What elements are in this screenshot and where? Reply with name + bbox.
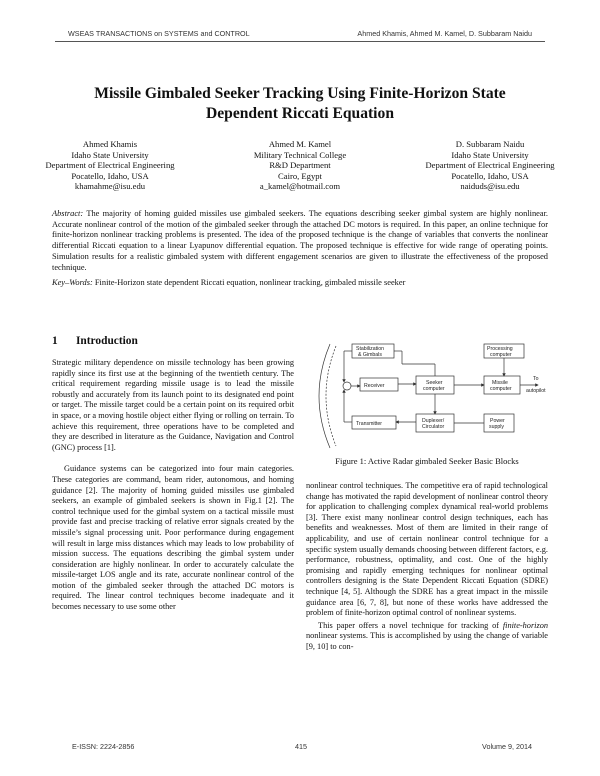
section-number: 1 bbox=[52, 335, 58, 347]
label-seeker-computer: computer bbox=[423, 386, 445, 392]
title-line-2: Dependent Riccati Equation bbox=[205, 105, 394, 122]
author-3 bbox=[395, 139, 585, 192]
author-department: Department of Electrical Engineering bbox=[425, 160, 555, 171]
running-header-authors: Ahmed Khamis, Ahmed M. Kamel, D. Subbaram Naidu bbox=[357, 29, 532, 38]
label-power-supply: supply bbox=[489, 424, 504, 430]
label-transmitter: Transmitter bbox=[356, 421, 383, 427]
section-heading bbox=[52, 335, 138, 347]
block-diagram bbox=[306, 342, 550, 450]
paragraph-4-emphasis: finite-horizon bbox=[502, 620, 548, 630]
intro-paragraph-3: nonlinear control techniques. The competitive era of rapid technological change has motivated the rapid development of nonlinear control theory for application to challenging complex dynamical real-world problems [3]. There exist many nonlinear control design techniques, each has benefits and weaknesses. Most of them are limited in their range of applicability, and use of certain nonlinear control technique for a specific system usually demands choosing between different factors, e.g. performance, robustness, optimality, and cost. One of the highly promising and rapidly emerging techniques for nonlinear optimal controllers designing is the State Dependent Riccati Equation (SDRE) technique [4, 5]. Although the SDRE has a great impact in the missile guidance area [6, 7, 8], but none of these works have addressed the problem of finite-horizon optimal control of nonlinear systems. bbox=[306, 481, 548, 618]
label-autopilot: autopilot bbox=[526, 388, 546, 394]
footer-issn: E-ISSN: 2224-2856 bbox=[72, 742, 135, 751]
title-line-1: Missile Gimbaled Seeker Tracking Using Finite-Horizon State bbox=[94, 85, 506, 102]
author-affiliation: Military Technical College bbox=[253, 149, 347, 160]
running-header-journal: WSEAS TRANSACTIONS on SYSTEMS and CONTROL bbox=[68, 29, 250, 38]
figure-1-diagram bbox=[306, 342, 550, 450]
intro-paragraph-4 bbox=[306, 621, 548, 653]
author-1 bbox=[15, 139, 205, 192]
author-email: khamahme@isu.edu bbox=[74, 181, 146, 192]
label-processing-computer: computer bbox=[490, 352, 512, 358]
author-email: a_kamel@hotmail.com bbox=[259, 181, 341, 192]
abstract-text: The majority of homing guided missiles use gimbaled seekers. The equations describing seeker gimbal system are highly nonlinear. Accurate nonlinear control of the motion of the gimbaled seeker through the attached DC motors is required. In this paper, an online technique for finite-horizon nonlinear tracking problems is presented. The idea of the proposed technique is the change of variables that converts the nonlinear differential Riccati equation to a linear Lyapunov differential equation. The proposed technique is effective for wide range of operating points. Simulation results for a realistic gimbaled system with different engagement scenarios are given to illustrate the effectiveness of the proposed technique. bbox=[52, 209, 548, 272]
author-2 bbox=[205, 139, 395, 192]
label-seeker: Seeker bbox=[426, 380, 443, 386]
label-power: Power bbox=[490, 418, 505, 424]
right-column bbox=[306, 481, 548, 653]
author-affiliation: Idaho State University bbox=[451, 149, 529, 160]
keywords-text: Finite-Horizon state dependent Riccati equation, nonlinear tracking, gimbaled missile seeker bbox=[94, 278, 406, 287]
section-title: Introduction bbox=[76, 335, 138, 347]
antenna-icon bbox=[326, 346, 336, 446]
author-block bbox=[15, 139, 585, 192]
label-stabilization: Stabilization bbox=[356, 346, 384, 352]
label-circulator: Circulator bbox=[422, 424, 445, 430]
label-duplexer: Duplexer/ bbox=[422, 418, 445, 424]
paper-title bbox=[40, 84, 560, 124]
keywords bbox=[52, 278, 548, 289]
label-missile-computer: computer bbox=[490, 386, 512, 392]
left-column bbox=[52, 358, 294, 613]
label-processing: Processing bbox=[487, 346, 513, 352]
label-gimbals: & Gimbals bbox=[358, 352, 382, 358]
author-location: Pocatello, Idaho, USA bbox=[71, 170, 149, 181]
abstract bbox=[52, 209, 548, 273]
figure-caption: Figure 1: Active Radar gimbaled Seeker Basic Blocks bbox=[335, 456, 519, 466]
label-to: To bbox=[533, 376, 539, 382]
keywords-label: Key–Words: bbox=[52, 278, 93, 287]
author-email: naiduds@isu.edu bbox=[460, 181, 520, 192]
paragraph-4-start: This paper offers a novel technique for tracking of bbox=[318, 620, 503, 630]
header-divider bbox=[55, 41, 545, 42]
paragraph-4-end: nonlinear systems. This is accomplished by using the change of variable [9, 10] to con- bbox=[306, 631, 548, 651]
author-name: Ahmed Khamis bbox=[82, 139, 138, 149]
label-receiver: Receiver bbox=[364, 383, 385, 389]
intro-paragraph-2: Guidance systems can be categorized into four main categories. These categories are command, beam rider, autonomous, and homing guidance [2]. The majority of homing guided missiles use gimbaled seekers, an example of gimbaled seekers is shown in Fig.1 [2]. The control technique used for the gimbal system on a tactical missile must provide fast and precise tracking of relative error signals created by the missile’s signal processing unit. Poor performance during engagement will result in large miss distances which may leads to low probability of mission success. The equations describing the gimbal system under consideration are highly nonlinear. In order to accurately calculate the missile-target LOS angle and its rate, accurate nonlinear control of the motion of the gimbaled seeker through the attached DC motors is required. The linear control techniques become inadequate and it becomes necessary to use some other bbox=[52, 464, 294, 612]
author-department: R&D Department bbox=[269, 160, 331, 171]
label-missile: Missile bbox=[492, 380, 508, 386]
footer-volume: Volume 9, 2014 bbox=[482, 742, 532, 751]
author-affiliation: Idaho State University bbox=[71, 149, 149, 160]
intro-paragraph-1: Strategic military dependence on missile technology has been growing rapidly since its first use at the beginning of the twentieth century. The critical requirement regarding missile usage is to lead the missile robustly and accurately from its launch point to its designated end point or target. The missile target could be a certain point on its required orbit in space, or a moving hostile object either flying or rolling on terrain. To achieve this requirement, three operations have to be completed and they are described in literature as the Guidance, Navigation and Control (GNC) process [1]. bbox=[52, 358, 294, 452]
dome-outline-icon bbox=[319, 344, 330, 448]
junction-circle bbox=[343, 382, 351, 390]
author-location: Pocatello, Idaho, USA bbox=[451, 170, 529, 181]
author-name: D. Subbaram Naidu bbox=[455, 139, 525, 149]
author-department: Department of Electrical Engineering bbox=[45, 160, 175, 171]
author-name: Ahmed M. Kamel bbox=[268, 139, 332, 149]
footer-page-number: 415 bbox=[295, 742, 307, 751]
author-location: Cairo, Egypt bbox=[278, 170, 322, 181]
abstract-label: Abstract: bbox=[52, 209, 84, 218]
